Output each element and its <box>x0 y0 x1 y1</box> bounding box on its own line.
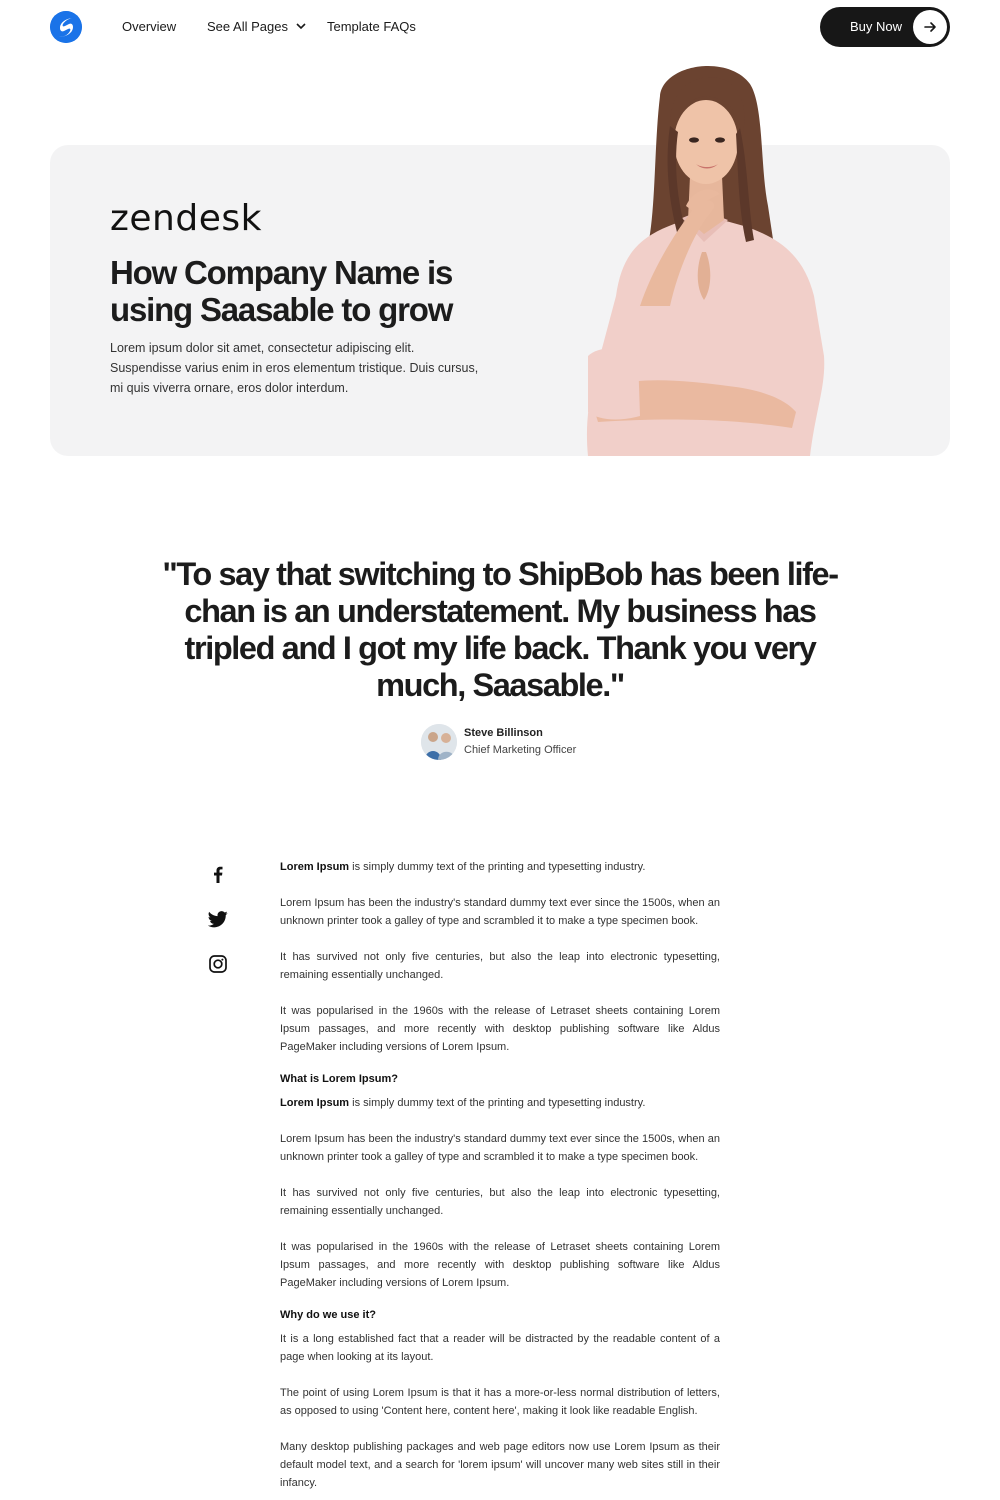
article-lead-bold: Lorem Ipsum <box>280 1097 350 1109</box>
article-paragraph: Lorem Ipsum has been the industry's standard dummy text ever since the 1500s, when an unknown printer took a galley of type and scrambled it to make a type specimen book. <box>280 1133 720 1163</box>
nav-overview-link[interactable]: Overview <box>122 19 177 34</box>
nav-see-all-pages-dropdown[interactable] <box>207 19 306 34</box>
buy-now-label: Buy Now <box>850 19 903 34</box>
article-paragraph <box>280 1094 720 1112</box>
chevron-down-icon <box>296 23 306 30</box>
author-name: Steve Billinson <box>464 727 543 739</box>
buy-now-button[interactable] <box>820 7 950 47</box>
facebook-icon[interactable] <box>208 864 228 884</box>
article-paragraph: It was popularised in the 1960s with the release of Letraset sheets containing Lorem Ipsum passages, and more recently with desktop publishing software like Aldus PageMaker including versions of Lorem Ipsum. <box>280 1241 720 1289</box>
article-paragraph: It has survived not only five centuries, but also the leap into electronic typesetting, remaining essentially unchanged. <box>280 951 720 981</box>
saasable-logo-icon[interactable] <box>50 11 82 43</box>
nav-template-faqs-link[interactable]: Template FAQs <box>327 19 416 34</box>
nav-see-all-pages-label: See All Pages <box>207 19 288 34</box>
article-body <box>280 858 720 1500</box>
twitter-icon[interactable] <box>208 909 228 929</box>
article-lead-text: is simply dummy text of the printing and typesetting industry. <box>349 1097 646 1109</box>
article-paragraph: It was popularised in the 1960s with the release of Letraset sheets containing Lorem Ipsum passages, and more recently with desktop publishing software like Aldus PageMaker including versions of Lorem Ipsum. <box>280 1005 720 1053</box>
author-avatar <box>421 724 457 760</box>
article-paragraph <box>280 858 720 876</box>
article-paragraph: Many desktop publishing packages and web page editors now use Lorem Ipsum as their default model text, and a search for 'lorem ipsum' will uncover many web sites still in their infancy. <box>280 1441 720 1489</box>
article-lead-bold: Lorem Ipsum <box>280 861 350 873</box>
hero-person-image <box>578 56 838 456</box>
arrow-right-icon <box>913 10 947 44</box>
author-role: Chief Marketing Officer <box>464 744 577 756</box>
article-paragraph: It is a long established fact that a reader will be distracted by the readable content of a page when looking at its layout. <box>280 1333 720 1363</box>
article-heading-why-use: Why do we use it? <box>280 1309 376 1321</box>
hero-title: How Company Name is using Saasable to grow <box>110 254 453 328</box>
testimonial-quote: "To say that switching to ShipBob has been life-chan is an understatement. My business has tripled and I got my life back. Thank you very much, Saasable." <box>162 556 838 703</box>
article-heading-what-is: What is Lorem Ipsum? <box>280 1073 398 1085</box>
hero-description: Lorem ipsum dolor sit amet, consectetur adipiscing elit. Suspendisse varius enim in eros elementum tristique. Duis cursus, mi quis viverra ornare, eros dolor interdum. <box>110 341 479 395</box>
article-lead-text: is simply dummy text of the printing and typesetting industry. <box>349 861 646 873</box>
instagram-icon[interactable] <box>208 954 228 974</box>
article-paragraph: It has survived not only five centuries, but also the leap into electronic typesetting, remaining essentially unchanged. <box>280 1187 720 1217</box>
client-brand-logo: zendesk <box>110 198 262 239</box>
article-paragraph: The point of using Lorem Ipsum is that it has a more-or-less normal distribution of letters, as opposed to using 'Content here, content here', making it look like readable English. <box>280 1387 720 1417</box>
article-paragraph: Lorem Ipsum has been the industry's standard dummy text ever since the 1500s, when an unknown printer took a galley of type and scrambled it to make a type specimen book. <box>280 897 720 927</box>
top-navigation <box>0 0 1000 54</box>
